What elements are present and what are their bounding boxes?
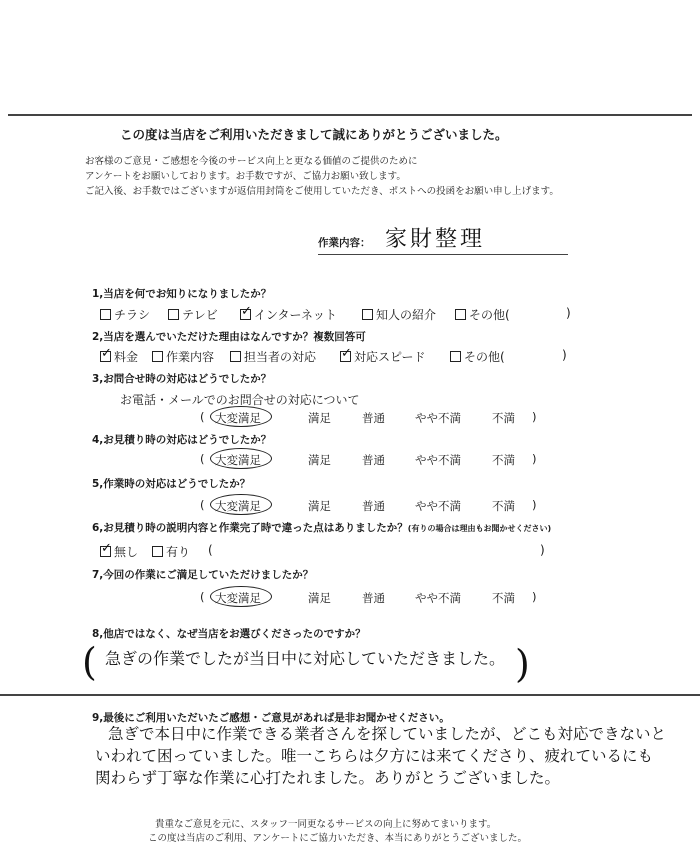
q7-dissatisfied[interactable]: 不満 (492, 591, 515, 605)
q2-work-checkbox[interactable] (152, 351, 163, 362)
q6-some-checkbox[interactable] (152, 546, 163, 557)
q7-somewhat-dissatisfied[interactable]: やや不満 (415, 591, 461, 605)
q5-open-paren: ( (200, 498, 205, 512)
q3-selected-circle (210, 406, 272, 427)
q4-dissatisfied[interactable]: 不満 (492, 453, 515, 467)
q2-option-speed: ✓ 対応スピード (340, 348, 426, 365)
q3-satisfied[interactable]: 満足 (308, 411, 331, 425)
q5-neutral[interactable]: 普通 (362, 499, 385, 513)
q3-sub: お電話・メールでのお問合せの対応について (120, 393, 360, 407)
q2-question: 2,当店を選んでいただけた理由はなんですか？複数回答可 (92, 331, 366, 343)
q3-somewhat-dissatisfied[interactable]: やや不満 (415, 411, 461, 425)
q9-answer-line-1: 急ぎで本日中に作業できる業者さんを探していましたが、どこも対応できないと (108, 725, 667, 743)
top-divider (8, 114, 692, 116)
q6-option-none: ✓無し (100, 543, 138, 560)
q2-note: 複数回答可 (313, 331, 366, 343)
section-divider (0, 694, 700, 696)
intro-line-3: ご記入後、お手数ではございますが返信用封筒をご使用していただき、ポストへの投函をお願い申し上げます。 (85, 186, 559, 197)
q7-satisfied[interactable]: 満足 (308, 591, 331, 605)
q3-open-paren: ( (200, 410, 205, 424)
q2-option-work: 作業内容 (152, 348, 214, 365)
q5-very-satisfied[interactable]: 大変満足 (215, 499, 261, 513)
q4-satisfied[interactable]: 満足 (308, 453, 331, 467)
q2-speed-checkbox[interactable] (340, 351, 351, 362)
q5-satisfied[interactable]: 満足 (308, 499, 331, 513)
q7-open-paren: ( (200, 590, 205, 604)
q8-open-paren: ( (82, 640, 97, 684)
q7-neutral[interactable]: 普通 (362, 591, 385, 605)
q2-option-price: ✓料金 (100, 348, 138, 365)
work-underline (318, 254, 568, 255)
work-value: 家財整理 (385, 227, 486, 252)
q7-close-paren: ) (532, 590, 537, 604)
footer-line-1: 貴重なご意見を元に、スタッフ一同更なるサービスの向上に努めてまいります。 (155, 819, 497, 830)
q8-close-paren: ) (515, 642, 530, 686)
q1-option-internet: ✓ インターネット (240, 306, 337, 323)
q2-staff-checkbox[interactable] (230, 351, 241, 362)
q8-question: 8,他店ではなく、なぜ当店をお選びくださったのですか？ (92, 628, 366, 640)
intro-line-1: お客様のご意見・ご感想を今後のサービス向上と更なる価値のご提供のために (85, 156, 418, 167)
q1-other-checkbox[interactable] (455, 309, 466, 320)
q4-neutral[interactable]: 普通 (362, 453, 385, 467)
q3-question: 3,お問合せ時の対応はどうでしたか？ (92, 373, 272, 385)
q1-close-paren: ) (566, 306, 571, 320)
q6-close-paren: ) (540, 543, 545, 557)
footer-line-2: この度は当店のご利用、アンケートにご協力いただき、本当にありがとうございました。 (148, 833, 528, 844)
q1-option-other: その他( (455, 306, 510, 323)
q5-somewhat-dissatisfied[interactable]: やや不満 (415, 499, 461, 513)
q4-open-paren: ( (200, 452, 205, 466)
q6-question: 6,お見積り時の説明内容と作業完了時で違った点はありましたか？(有りの場合は理由もお聞かせください) (92, 522, 552, 534)
q8-answer: 急ぎの作業でしたが当日中に対応していただきました。 (105, 649, 506, 668)
q7-question: 7,今回の作業にご満足していただけましたか？ (92, 569, 314, 581)
q9-answer-line-3: 関わらず丁寧な作業に心打たれました。ありがとうございました。 (95, 769, 561, 787)
q2-option-staff: 担当者の対応 (230, 348, 316, 365)
q3-dissatisfied[interactable]: 不満 (492, 411, 515, 425)
q1-question: 1,当店を何でお知りになりましたか？ (92, 288, 272, 300)
q6-open-paren: ( (208, 543, 213, 557)
q6-option-some: 有り (152, 543, 190, 560)
q5-dissatisfied[interactable]: 不満 (492, 499, 515, 513)
q5-selected-circle (210, 494, 272, 515)
q5-close-paren: ) (532, 498, 537, 512)
q5-question: 5,作業時の対応はどうでしたか？ (92, 478, 251, 490)
work-label: 作業内容： (318, 237, 371, 249)
q4-selected-circle (210, 448, 272, 469)
q3-neutral[interactable]: 普通 (362, 411, 385, 425)
q6-note: (有りの場合は理由もお聞かせください) (407, 524, 552, 533)
q4-close-paren: ) (532, 452, 537, 466)
q1-flyer-checkbox[interactable] (100, 309, 111, 320)
q2-option-other: その他( (450, 348, 505, 365)
q1-tv-checkbox[interactable] (168, 309, 179, 320)
q3-very-satisfied[interactable]: 大変満足 (215, 411, 261, 425)
sheet-title: この度は当店をご利用いただきまして誠にありがとうございました。 (120, 127, 508, 142)
q4-somewhat-dissatisfied[interactable]: やや不満 (415, 453, 461, 467)
q7-very-satisfied[interactable]: 大変満足 (215, 591, 261, 605)
q2-price-checkbox[interactable] (100, 351, 111, 362)
q4-question: 4,お見積り時の対応はどうでしたか？ (92, 434, 272, 446)
q9-question: 9,最後にご利用いただいたご感想・ご意見があれば是非お聞かせください。 (92, 712, 450, 724)
q4-very-satisfied[interactable]: 大変満足 (215, 453, 261, 467)
q9-answer-line-2: いわれて困っていました。唯一こちらは夕方には来てくださり、疲れているにも (95, 747, 654, 765)
q2-other-checkbox[interactable] (450, 351, 461, 362)
intro-line-2: アンケートをお願いしております。お手数ですが、ご協力お願い致します。 (85, 171, 406, 182)
q1-option-tv: テレビ (168, 306, 218, 323)
q2-close-paren: ) (562, 348, 567, 362)
q3-close-paren: ) (532, 410, 537, 424)
q6-none-checkbox[interactable] (100, 546, 111, 557)
q1-referral-checkbox[interactable] (362, 309, 373, 320)
q1-internet-checkbox[interactable] (240, 309, 251, 320)
q1-option-flyer: チラシ (100, 306, 150, 323)
q1-option-referral: 知人の紹介 (362, 306, 436, 323)
q7-selected-circle (210, 586, 272, 607)
